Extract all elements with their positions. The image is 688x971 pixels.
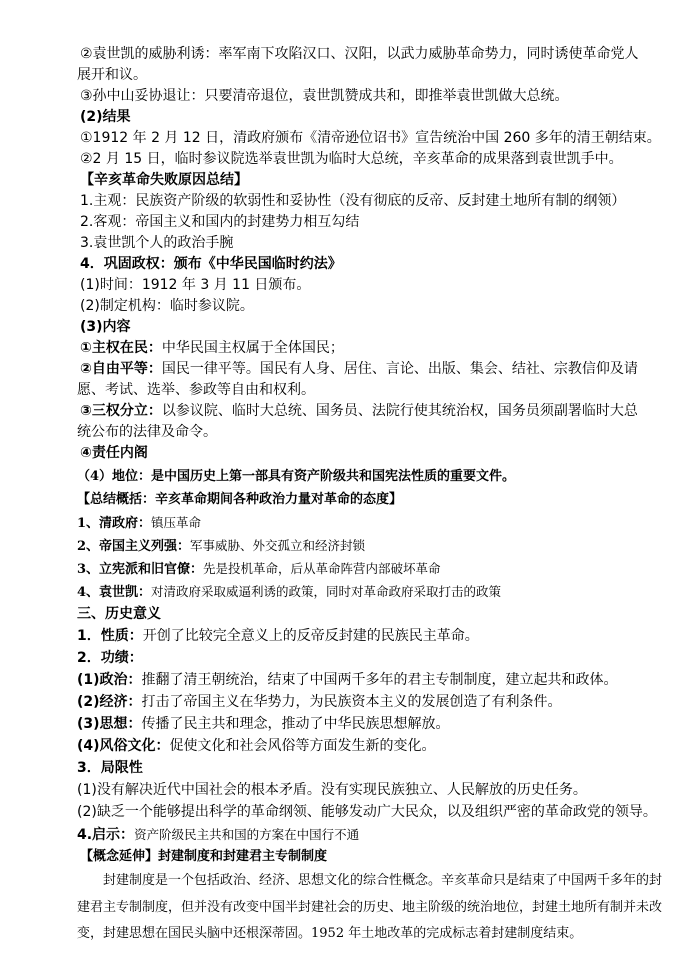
text-line [77, 824, 669, 846]
section-heading: 【辛亥革命失败原因总结】 [80, 172, 248, 188]
text-line: (1)时间：1912 年 3 月 11 日颁布。 [80, 277, 311, 293]
text-line [77, 692, 669, 713]
section-heading: 4．巩固政权：颁布《中华民国临时约法》 [80, 256, 342, 272]
text-line [77, 714, 669, 735]
item-text: 以参议院、临时大总统、国务员、法院行使其统治权，国务员须副署临时大总 [161, 403, 638, 419]
item-label: (3)思想： [77, 716, 142, 732]
text-line [77, 512, 669, 534]
section-heading: (2)结果 [80, 109, 131, 125]
item-text: 开创了比较完全意义上的反帝反封建的民族民主革命。 [142, 628, 479, 644]
text-line: 愿、考试、选举、参政等自由和权利。 [77, 382, 315, 398]
item-label: 2、帝国主义列强： [77, 539, 191, 554]
item-label: (1)政治： [77, 672, 142, 688]
item-text: 促使文化和社会风俗等方面发生新的变化。 [169, 738, 436, 754]
text-line [80, 359, 672, 380]
text-line: ②袁世凯的威胁利诱：率军南下攻陷汉口、汉阳，以武力威胁革命势力，同时诱使革命党人 [80, 46, 639, 62]
item-text: 军事威胁、外交孤立和经济封锁 [190, 538, 366, 553]
item-label: (2)经济： [77, 694, 142, 710]
text-line: 展开和议。 [77, 67, 147, 83]
text-line: ③孙中山妥协退让：只要清帝退位，袁世凯赞成共和，即推举袁世凯做大总统。 [80, 88, 569, 104]
item-text: 镇压革命 [151, 515, 202, 530]
item-text: 推翻了清王朝统治，结束了中国两千多年的君主专制制度，建立起共和政体。 [141, 672, 618, 688]
item-text: 对清政府采取威逼利诱的政策，同时对革命政府采取打击的政策 [151, 584, 502, 599]
text-line: (2)缺乏一个能够提出科学的革命纲领、能够发动广大民众，以及组织严密的革命政党的领导。 [77, 804, 657, 820]
item-text: 中华民国主权属于全体国民； [161, 340, 344, 356]
text-line: （4）地位：是中国历史上第一部具有资产阶级共和国宪法性质的重要文件。 [77, 469, 516, 484]
item-label: 1、清政府： [77, 516, 152, 531]
text-line: ①1912 年 2 月 12 日，清政府颁布《清帝逊位诏书》宣告统治中国 260 多年的清王朝结束。 [80, 130, 661, 146]
concept-heading: 【概念延伸】封建制度和封建君主专制制度 [80, 849, 328, 864]
section-heading: ④责任内阁 [80, 445, 148, 461]
concept-paragraph: 封建制度是一个包括政治、经济、思想文化的综合性概念。辛亥革命只是结束了中国两千多年的封建君主专制制度，但并没有改变中国半封建社会的历史、地主阶级的统治地位，封建土地所有制并未改变，封建思想在国民头脑中还根深蒂固。1952 年土地改革的完成标志着封建制度结束。 [77, 873, 663, 941]
item-text: 先是投机革命，后从革命阵营内部破坏革命 [203, 561, 441, 576]
item-label: ②自由平等： [80, 361, 162, 377]
text-line [77, 626, 669, 647]
item-text: 打击了帝国主义在华势力，为民族资本主义的发展创造了有利条件。 [141, 694, 562, 710]
item-label: ①主权在民： [80, 340, 162, 356]
item-label: ③三权分立： [80, 403, 162, 419]
item-label: 1．性质： [77, 628, 143, 644]
item-text: 资产阶级民主共和国的方案在中国行不通 [134, 827, 360, 842]
item-text: 国民一律平等。国民有人身、居住、言论、出版、集会、结社、宗教信仰及请 [161, 361, 638, 377]
item-label: 4、袁世凯： [77, 585, 152, 600]
text-line: 2.客观：帝国主义和国内的封建势力相互勾结 [80, 214, 360, 230]
summary-heading: 【总结概括：辛亥革命期间各种政治力量对革命的态度】 [77, 492, 403, 507]
text-line [77, 670, 669, 691]
item-label: 4.启示： [77, 827, 135, 843]
text-line: ②2 月 15 日，临时参议院选举袁世凯为临时大总统，辛亥革命的成果落到袁世凯手中。 [80, 151, 623, 167]
text-line [77, 558, 669, 580]
text-line: 3.袁世凯个人的政治手腕 [80, 235, 234, 251]
text-line [77, 535, 669, 557]
section-heading: 三、历史意义 [77, 606, 161, 622]
text-line: (2)制定机构：临时参议院。 [80, 298, 254, 314]
section-heading: 3．局限性 [77, 760, 143, 776]
text-line [77, 736, 669, 757]
item-label: (4)风俗文化： [77, 738, 170, 754]
text-line: 1.主观：民族资产阶级的软弱性和妥协性（没有彻底的反帝、反封建土地所有制的纲领） [80, 193, 626, 209]
item-label: 3、立宪派和旧官僚： [77, 562, 204, 577]
text-line: (1)没有解决近代中国社会的根本矛盾。没有实现民族独立、人民解放的历史任务。 [77, 782, 587, 798]
text-line [80, 338, 672, 359]
text-line: 统公布的法律及命令。 [77, 424, 217, 440]
section-heading: (3)内容 [80, 319, 131, 335]
text-line [80, 401, 672, 422]
section-heading: 2．功绩： [77, 650, 143, 666]
text-line [77, 581, 669, 603]
item-text: 传播了民主共和理念，推动了中华民族思想解放。 [141, 716, 450, 732]
